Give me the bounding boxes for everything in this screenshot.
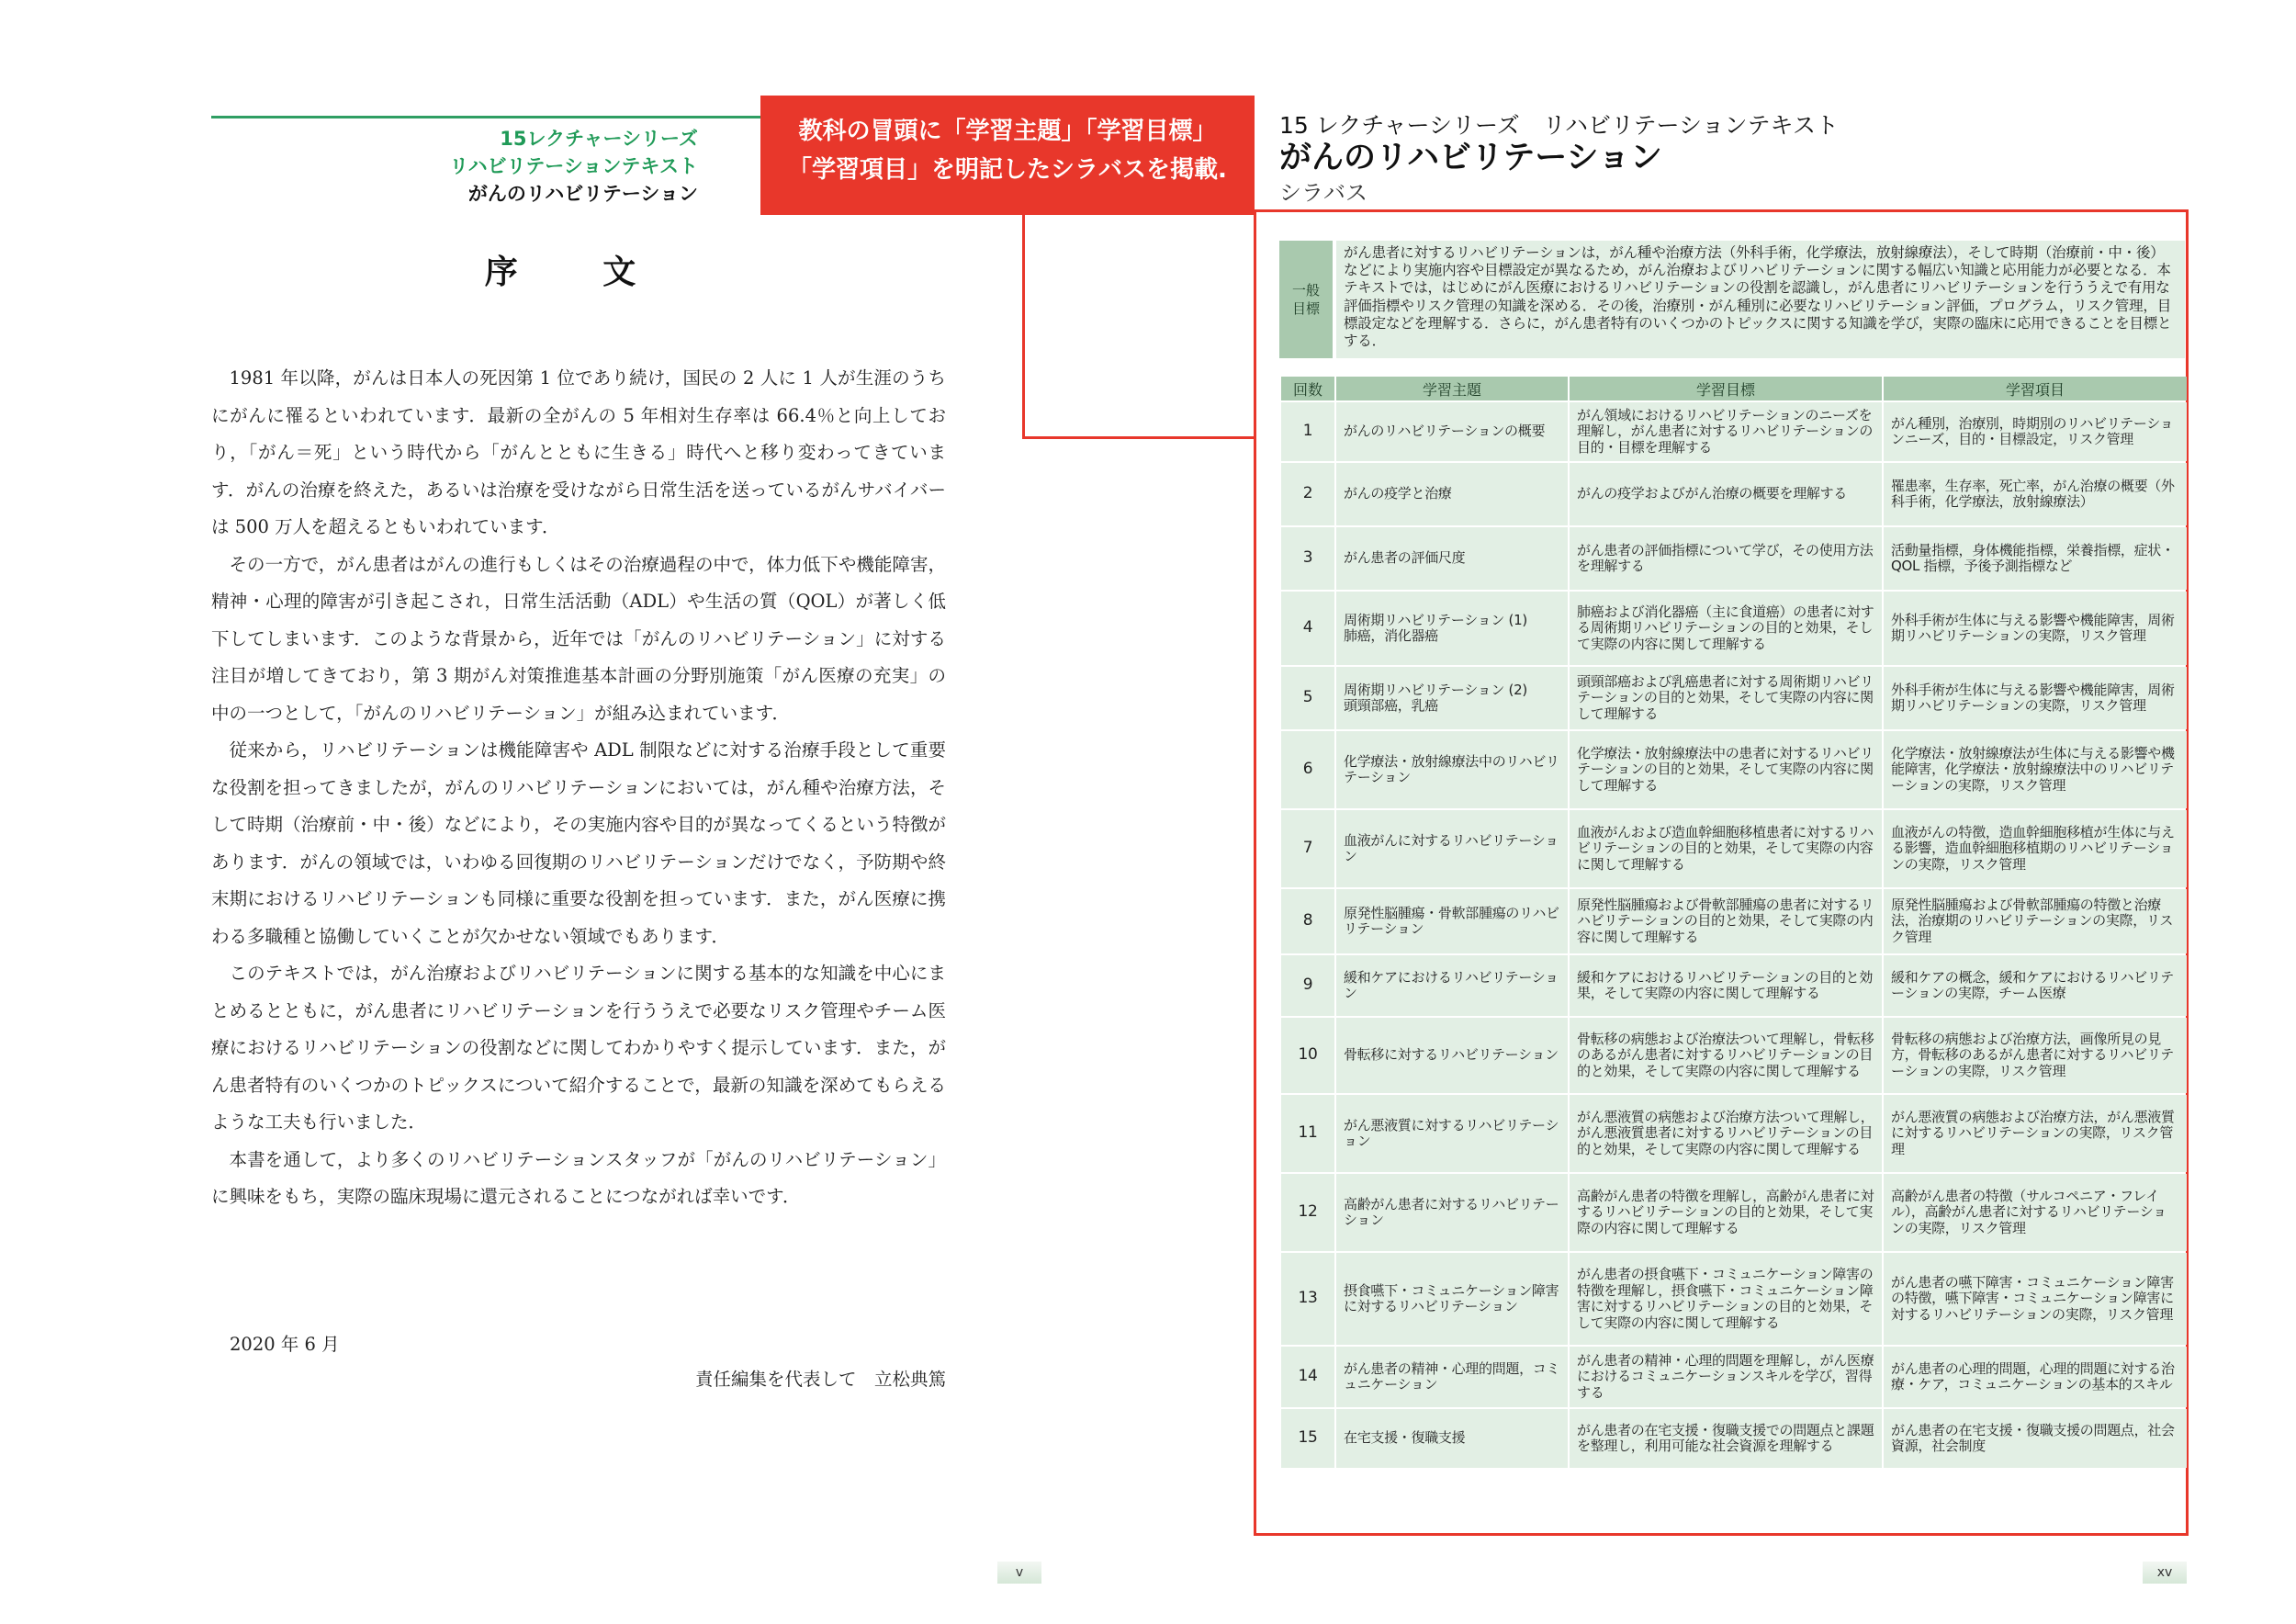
learning-goal: 骨転移の病態および治療法ついて理解し，骨転移のあるがん患者に対するリハビリテーションの目的と効果，そして実際の内容に関して理解する — [1570, 1018, 1882, 1093]
learning-items: 化学療法・放射線療法が生体に与える影響や機能障害，化学療法・放射線療法中のリハビリテーションの実際，リスク管理 — [1884, 731, 2187, 808]
learning-theme: 高齢がん患者に対するリハビリテーション — [1336, 1174, 1568, 1251]
session-number: 12 — [1281, 1174, 1334, 1251]
paragraph: 本書を通して，より多くのリハビリテーションスタッフが「がんのリハビリテーション」に興味をもち，実際の臨床現場に還元されることにつながれば幸いです． — [211, 1148, 946, 1207]
general-objective — [1279, 241, 2187, 358]
session-number: 8 — [1281, 889, 1334, 953]
preface-title: 序 文 — [484, 253, 673, 291]
preface-signature: 責任編集を代表して 立松典篤 — [694, 1369, 946, 1390]
page-number: xv — [2143, 1562, 2187, 1584]
session-number: 10 — [1281, 1018, 1334, 1093]
learning-items: 原発性脳腫瘍および骨軟部腫瘍の特徴と治療法，治療期のリハビリテーションの実際，リスク管理 — [1884, 889, 2187, 953]
learning-theme: 周術期リハビリテーション (1) 肺癌，消化器癌 — [1336, 592, 1568, 665]
session-number: 13 — [1281, 1253, 1334, 1345]
learning-goal: 原発性脳腫瘍および骨軟部腫瘍の患者に対するリハビリテーションの目的と効果，そして実際の内容に関して理解する — [1570, 889, 1882, 953]
session-number: 4 — [1281, 592, 1334, 665]
objective-label-2: 目標 — [1291, 300, 1320, 317]
table-row — [1281, 1174, 2187, 1251]
column-header: 学習主題 — [1336, 377, 1568, 400]
series-line-1: 15レクチャーシリーズ — [500, 128, 698, 150]
column-header: 学習項目 — [1884, 377, 2187, 400]
learning-items: がん患者の心理的問題，心理的問題に対する治療・ケア，コミュニケーションの基本的スキル — [1884, 1347, 2187, 1407]
page-number: v — [997, 1562, 1041, 1584]
learning-items: がん悪液質の病態および治療方法，がん悪液質に対するリハビリテーションの実際，リスク管理 — [1884, 1095, 2187, 1172]
learning-theme: 化学療法・放射線療法中のリハビリテーション — [1336, 731, 1568, 808]
session-number: 6 — [1281, 731, 1334, 808]
session-number: 7 — [1281, 810, 1334, 887]
learning-items: 外科手術が生体に与える影響や機能障害，周術期リハビリテーションの実際，リスク管理 — [1884, 667, 2187, 729]
learning-items: 血液がんの特徴，造血幹細胞移植が生体に与える影響，造血幹細胞移植期のリハビリテーションの実際，リスク管理 — [1884, 810, 2187, 887]
objective-label-1: 一般 — [1291, 282, 1320, 299]
learning-goal: 高齢がん患者の特徴を理解し，高齢がん患者に対するリハビリテーションの目的と効果，そして実際の内容に関して理解する — [1570, 1174, 1882, 1251]
learning-goal: がん悪液質の病態および治療方法ついて理解し，がん悪液質患者に対するリハビリテーションの目的と効果，そして実際の内容に関して理解する — [1570, 1095, 1882, 1172]
learning-theme: 骨転移に対するリハビリテーション — [1336, 1018, 1568, 1093]
session-number: 14 — [1281, 1347, 1334, 1407]
learning-items: 罹患率，生存率，死亡率，がん治療の概要（外科手術，化学療法，放射線療法） — [1884, 463, 2187, 525]
table-row — [1281, 527, 2187, 590]
callout-box — [760, 96, 1255, 215]
learning-items: 活動量指標，身体機能指標，栄養指標，症状・QOL 指標，予後予測指標など — [1884, 527, 2187, 590]
table-row — [1281, 731, 2187, 808]
objective-text: がん患者に対するリハビリテーションは，がん種や治療方法（外科手術，化学療法，放射線療法），そして時期（治療前・中・後）などにより実施内容や目標設定が異なるため，がん治療およびリハビリテーションに関する幅広い知識と応用能力が必要となる．本テキストでは，はじめにがん医療におけるリハビリテーションの役割を認識し，がん患者にリハビリテーションを行ううえで有用な評価指標やリスク管理の知識を深める．その後，治療別・がん種別に必要なリハビリテーション評価，プログラム，リスク管理，目標設定などを理解する．さらに，がん患者特有のいくつかのトピックスに関する知識を学び，実際の臨床に応用できることを目標とする． — [1336, 241, 2185, 358]
learning-theme: がん患者の精神・心理的問題，コミュニケーション — [1336, 1347, 1568, 1407]
objective-label — [1279, 241, 1333, 358]
session-number: 2 — [1281, 463, 1334, 525]
learning-theme: 原発性脳腫瘍・骨軟部腫瘍のリハビリテーション — [1336, 889, 1568, 953]
table-row — [1281, 402, 2187, 461]
learning-theme: 緩和ケアにおけるリハビリテーション — [1336, 955, 1568, 1016]
book-title: がんのリハビリテーション — [467, 183, 698, 205]
table-row — [1281, 1409, 2187, 1468]
session-number: 9 — [1281, 955, 1334, 1016]
session-number: 1 — [1281, 402, 1334, 461]
learning-goal: がん患者の評価指標について学び，その使用方法を理解する — [1570, 527, 1882, 590]
learning-goal: 緩和ケアにおけるリハビリテーションの目的と効果，そして実際の内容に関して理解する — [1570, 955, 1882, 1016]
preface-body — [211, 360, 946, 1216]
learning-items: 緩和ケアの概念，緩和ケアにおけるリハビリテーションの実際，チーム医療 — [1884, 955, 2187, 1016]
learning-theme: がん悪液質に対するリハビリテーション — [1336, 1095, 1568, 1172]
learning-theme: がんの疫学と治療 — [1336, 463, 1568, 525]
paragraph: 従来から，リハビリテーションは機能障害や ADL 制限などに対する治療手段として重要な役割を担ってきましたが，がんのリハビリテーションにおいては，がん種や治療方法，そして時期（治療前・中・後）などにより，その実施内容や目的が異なってくるという特徴があります．がんの領域では，いわゆる回復期のリハビリテーションだけでなく，予防期や終末期におけるリハビリテーションも同様に重要な役割を担っています．また，がん医療に携わる多職種と協働していくことが欠かせない領域でもあります． — [211, 739, 946, 947]
learning-goal: 肺癌および消化器癌（主に食道癌）の患者に対する周術期リハビリテーションの目的と効果，そして実際の内容に関して理解する — [1570, 592, 1882, 665]
table-row — [1281, 592, 2187, 665]
table-row — [1281, 667, 2187, 729]
callout-line-1: 教科の冒頭に「学習主題」「学習目標」 — [798, 118, 1217, 145]
learning-goal: がん患者の摂食嚥下・コミュニケーション障害の特徴を理解し，摂食嚥下・コミュニケーション障害に対するリハビリテーションの目的と効果，そして実際の内容に関して理解する — [1570, 1253, 1882, 1345]
learning-goal: 化学療法・放射線療法中の患者に対するリハビリテーションの目的と効果，そして実際の内容に関して理解する — [1570, 731, 1882, 808]
preface-date: 2020 年 6 月 — [230, 1334, 340, 1355]
paragraph: その一方で，がん患者はがんの進行もしくはその治療過程の中で，体力低下や機能障害，精神・心理的障害が引き起こされ，日常生活活動（ADL）や生活の質（QOL）が著しく低下してしまいます．このような背景から，近年では「がんのリハビリテーション」に対する注目が増してきており，第 3 期がん対策推進基本計画の分野別施策「がん医療の充実」の中の一つとして，「がんのリハビリテーション」が組み込まれています． — [211, 553, 946, 724]
learning-items: がん種別，治療別，時期別のリハビリテーションニーズ，目的・目標設定，リスク管理 — [1884, 402, 2187, 461]
column-header: 学習目標 — [1570, 377, 1882, 400]
callout-connector — [1022, 436, 1254, 439]
table-row — [1281, 889, 2187, 953]
page-subtitle: シラバス — [1279, 180, 1367, 206]
learning-items: 骨転移の病態および治療方法，画像所見の見方，骨転移のあるがん患者に対するリハビリテーションの実際，リスク管理 — [1884, 1018, 2187, 1093]
table-header-row — [1281, 377, 2187, 400]
learning-goal: がん患者の精神・心理的問題を理解し，がん医療におけるコミュニケーションスキルを学び，習得する — [1570, 1347, 1882, 1407]
table-row — [1281, 463, 2187, 525]
learning-items: がん患者の在宅支援・復職支援の問題点，社会資源，社会制度 — [1884, 1409, 2187, 1468]
learning-theme: がん患者の評価尺度 — [1336, 527, 1568, 590]
learning-items: 高齢がん患者の特徴（サルコペニア・フレイル），高齢がん患者に対するリハビリテーションの実際，リスク管理 — [1884, 1174, 2187, 1251]
session-number: 3 — [1281, 527, 1334, 590]
learning-goal: がん領域におけるリハビリテーションのニーズを理解し，がん患者に対するリハビリテーションの目的・目標を理解する — [1570, 402, 1882, 461]
learning-items: がん患者の嚥下障害・コミュニケーション障害の特徴，嚥下障害・コミュニケーション障害に対するリハビリテーションの実際，リスク管理 — [1884, 1253, 2187, 1345]
series-header: 15 レクチャーシリーズ リハビリテーションテキスト — [1279, 112, 1840, 139]
learning-theme: 血液がんに対するリハビリテーション — [1336, 810, 1568, 887]
learning-theme: 在宅支援・復職支援 — [1336, 1409, 1568, 1468]
table-row — [1281, 1018, 2187, 1093]
learning-goal: がんの疫学およびがん治療の概要を理解する — [1570, 463, 1882, 525]
learning-items: 外科手術が生体に与える影響や機能障害，周術期リハビリテーションの実際，リスク管理 — [1884, 592, 2187, 665]
table-row — [1281, 810, 2187, 887]
callout-line-2: 「学習項目」を明記したシラバスを掲載. — [788, 156, 1227, 184]
learning-goal: 血液がんおよび造血幹細胞移植患者に対するリハビリテーションの目的と効果，そして実際の内容に関して理解する — [1570, 810, 1882, 887]
header-rule — [211, 116, 760, 118]
learning-goal: がん患者の在宅支援・復職支援での問題点と課題を整理し，利用可能な社会資源を理解する — [1570, 1409, 1882, 1468]
table-row — [1281, 1095, 2187, 1172]
learning-goal: 頭頸部癌および乳癌患者に対する周術期リハビリテーションの目的と効果，そして実際の内容に関して理解する — [1570, 667, 1882, 729]
series-line-2: リハビリテーションテキスト — [449, 155, 698, 177]
syllabus-table — [1279, 375, 2189, 1470]
column-header: 回数 — [1281, 377, 1334, 400]
callout-connector — [1022, 215, 1025, 439]
paragraph: このテキストでは，がん治療およびリハビリテーションに関する基本的な知識を中心にまとめるとともに，がん患者にリハビリテーションを行ううえで必要なリスク管理やチーム医療におけるリハビリテーションの役割などに関してわかりやすく提示しています．また，がん患者特有のいくつかのトピックスについて紹介することで，最新の知識を深めてもらえるような工夫も行いました． — [211, 963, 946, 1133]
session-number: 15 — [1281, 1409, 1334, 1468]
learning-theme: 周術期リハビリテーション (2) 頭頸部癌，乳癌 — [1336, 667, 1568, 729]
table-row — [1281, 1253, 2187, 1345]
learning-theme: がんのリハビリテーションの概要 — [1336, 402, 1568, 461]
table-row — [1281, 1347, 2187, 1407]
session-number: 11 — [1281, 1095, 1334, 1172]
paragraph: 1981 年以降，がんは日本人の死因第 1 位であり続け，国民の 2 人に 1 人が生涯のうちにがんに罹るといわれています．最新の全がんの 5 年相対生存率は 66.4％と向上しており，「がん＝死」という時代から「がんとともに生きる」時代へと移り変わってきています．がんの治療を終えた，あるいは治療を受けながら日常生活を送っているがんサバイバーは 500 万人を超えるともいわれています． — [211, 367, 946, 537]
table-row — [1281, 955, 2187, 1016]
page-title: がんのリハビリテーション — [1279, 140, 1662, 176]
session-number: 5 — [1281, 667, 1334, 729]
learning-theme: 摂食嚥下・コミュニケーション障害に対するリハビリテーション — [1336, 1253, 1568, 1345]
